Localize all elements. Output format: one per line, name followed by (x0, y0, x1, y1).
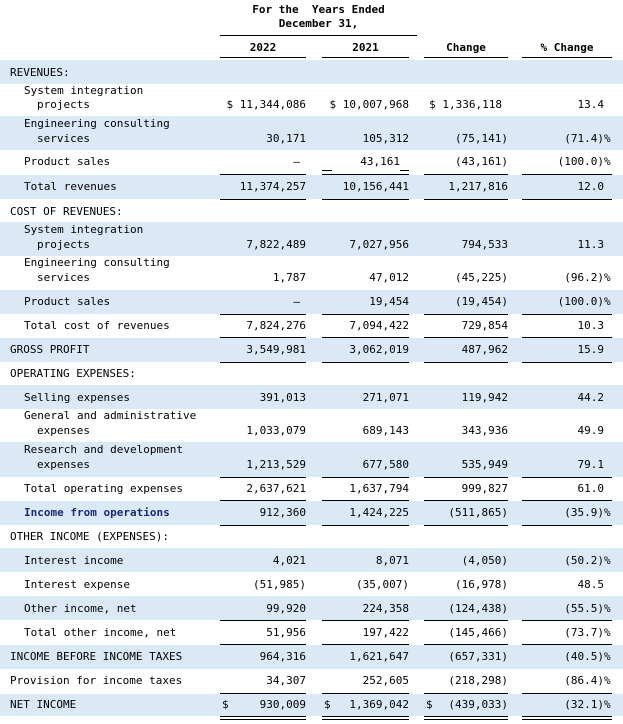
row-label: Engineering consulting (24, 117, 170, 130)
col-2021: 2021 (352, 41, 379, 54)
value-2021: 1,369,042 (349, 698, 409, 711)
value-pct: (73.7) (564, 626, 604, 639)
row-label: REVENUES: (10, 66, 70, 79)
value-2022: 51,956 (266, 626, 306, 639)
col-rule-2021 (322, 57, 409, 58)
row-label: Interest income (24, 554, 124, 567)
row-revenue-system-integration (0, 84, 623, 116)
col-rule-pct (522, 57, 612, 58)
value-change: (511,865) (448, 506, 508, 519)
value-pct: (50.2) (564, 554, 604, 567)
row-provision-taxes (0, 669, 623, 693)
row-label: Interest expense (24, 578, 130, 591)
pct-sign: % (604, 698, 611, 711)
value-2022: 4,021 (272, 554, 306, 567)
value-2022: 3,549,981 (246, 343, 306, 356)
row-total-revenues (0, 175, 623, 199)
value-2022: 930,009 (259, 698, 306, 711)
row-label: Engineering consulting (24, 256, 170, 269)
value-2021: 677,580 (362, 458, 409, 471)
col-rule-2022 (220, 57, 306, 58)
value-change: $ 1,336,118 (429, 98, 502, 111)
value-2022: (51,985) (253, 578, 306, 591)
row-label: NET INCOME (10, 698, 77, 711)
row-label: Provision for income taxes (10, 674, 183, 687)
period-header (220, 3, 417, 31)
value-2021: 689,143 (362, 424, 409, 437)
double-underline (424, 716, 508, 720)
value-change: (124,438) (448, 602, 508, 615)
value-2021: 1,621,647 (349, 650, 409, 663)
value-change: 119,942 (461, 391, 508, 404)
row-label-cont: expenses (37, 424, 90, 437)
row-cost-product-sales (0, 290, 623, 314)
row-label-cont: services (37, 271, 90, 284)
value-pct: 11.3 (577, 238, 604, 251)
value-pct: 48.5 (577, 578, 604, 591)
value-pct: (35.9) (564, 506, 604, 519)
value-2021: 105,312 (362, 132, 409, 145)
value-2021: 1,637,794 (349, 482, 409, 495)
value-2022: 34,307 (266, 674, 306, 687)
row-label: Product sales (24, 155, 111, 168)
value-2022: 912,360 (259, 506, 306, 519)
value-pct: 49.9 (577, 424, 604, 437)
value-2022: — (293, 155, 300, 168)
row-other-income-net (0, 596, 623, 620)
row-cost-system-integration (0, 222, 623, 256)
value-change: 487,962 (461, 343, 508, 356)
period-line-1: For the Years Ended (252, 3, 385, 16)
value-2022: 964,316 (259, 650, 306, 663)
value-change: (439,033) (448, 698, 508, 711)
row-general-admin (0, 409, 623, 442)
value-2021: 224,358 (362, 602, 409, 615)
col-rule-change (424, 57, 508, 58)
value-2021: 7,027,956 (349, 238, 409, 251)
value-2022: 30,171 (266, 132, 306, 145)
value-change: (657,331) (448, 650, 508, 663)
value-2021: 43,161 (360, 155, 400, 168)
value-pct: (71.4) (564, 132, 604, 145)
value-change: (4,050) (461, 554, 508, 567)
row-label-cont: expenses (37, 458, 90, 471)
value-pct: 15.9 (577, 343, 604, 356)
pct-sign: % (604, 602, 611, 615)
value-2021: 47,012 (369, 271, 409, 284)
section-operating-expenses (0, 363, 623, 385)
value-2021: $ 10,007,968 (329, 98, 409, 111)
value-change: 794,533 (461, 238, 508, 251)
row-total-operating-expenses (0, 478, 623, 500)
value-2021: 10,156,441 (342, 180, 409, 193)
row-label: OTHER INCOME (EXPENSES): (10, 530, 169, 543)
value-2022: 99,920 (266, 602, 306, 615)
value-change: 535,949 (461, 458, 508, 471)
value-change: 999,827 (461, 482, 508, 495)
underline (322, 170, 332, 171)
col-2022: 2022 (249, 41, 277, 54)
value-2022: — (293, 295, 300, 308)
double-underline (522, 716, 612, 720)
col-change: Change (446, 41, 486, 54)
pct-sign: % (604, 554, 611, 567)
pct-sign: % (604, 506, 611, 519)
value-change: (43,161) (455, 155, 508, 168)
row-label: General and administrative (24, 409, 197, 422)
row-label-cont: services (37, 132, 90, 145)
section-revenues (0, 60, 623, 84)
value-pct: (100.0) (557, 295, 604, 308)
section-cost-of-revenues (0, 200, 623, 222)
row-income-from-operations (0, 501, 623, 525)
row-label: GROSS PROFIT (10, 343, 90, 356)
pct-sign: % (604, 155, 611, 168)
value-2021: (35,007) (356, 578, 409, 591)
row-label: Product sales (24, 295, 111, 308)
value-change: (145,466) (448, 626, 508, 639)
value-2022: 7,822,489 (246, 238, 306, 251)
value-pct: (55.5) (564, 602, 604, 615)
value-pct: 44.2 (577, 391, 604, 404)
row-cost-engineering (0, 256, 623, 290)
row-label: System integration (24, 84, 144, 97)
underline (400, 170, 409, 171)
double-underline (220, 716, 306, 720)
value-2021: 252,605 (362, 674, 409, 687)
row-label: System integration (24, 223, 144, 236)
dollar-sign: $ (222, 698, 229, 711)
value-2021: 271,071 (362, 391, 409, 404)
row-label: Other income, net (24, 602, 137, 615)
value-2021: 197,422 (362, 626, 409, 639)
value-2021: 3,062,019 (349, 343, 409, 356)
value-2022: 1,787 (272, 271, 306, 284)
dollar-sign: $ (426, 698, 433, 711)
row-income-before-taxes (0, 645, 623, 669)
value-2021: 7,094,422 (349, 319, 409, 332)
value-change: (45,225) (455, 271, 508, 284)
pct-sign: % (604, 132, 611, 145)
value-2022: $ 11,344,086 (226, 98, 306, 111)
pct-sign: % (604, 674, 611, 687)
value-pct: (96.2) (564, 271, 604, 284)
period-rule (220, 35, 417, 36)
value-2022: 1,213,529 (246, 458, 306, 471)
row-label: OPERATING EXPENSES: (10, 367, 136, 380)
value-change: 1,217,816 (448, 180, 508, 193)
value-pct: 10.3 (577, 319, 604, 332)
pct-sign: % (604, 626, 611, 639)
row-label: COST OF REVENUES: (10, 205, 123, 218)
value-2022: 1,033,079 (246, 424, 306, 437)
value-2022: 11,374,257 (239, 180, 306, 193)
value-2022: 2,637,621 (246, 482, 306, 495)
value-2022: 7,824,276 (246, 319, 306, 332)
pct-sign: % (604, 271, 611, 284)
row-interest-income (0, 548, 623, 572)
row-label: Research and development (24, 443, 183, 456)
pct-sign: % (604, 295, 611, 308)
row-label: Selling expenses (24, 391, 130, 404)
section-other-income (0, 526, 623, 548)
row-revenue-engineering (0, 116, 623, 150)
value-change: 343,936 (461, 424, 508, 437)
value-pct: (32.1) (564, 698, 604, 711)
value-pct: (100.0) (557, 155, 604, 168)
row-label: Total revenues (24, 180, 117, 193)
row-label: Total operating expenses (24, 482, 183, 495)
value-change: (218,298) (448, 674, 508, 687)
row-label-cont: projects (37, 98, 90, 111)
row-label-cont: projects (37, 238, 90, 251)
value-pct: 79.1 (577, 458, 604, 471)
double-underline (322, 716, 409, 720)
value-2021: 8,071 (375, 554, 409, 567)
value-pct: (40.5) (564, 650, 604, 663)
row-total-cost (0, 315, 623, 337)
value-pct: 61.0 (577, 482, 604, 495)
value-change: (75,141) (455, 132, 508, 145)
value-change: (19,454) (455, 295, 508, 308)
value-change: (16,978) (455, 578, 508, 591)
value-change: 729,854 (461, 319, 508, 332)
row-label: INCOME BEFORE INCOME TAXES (10, 650, 183, 663)
row-interest-expense (0, 572, 623, 596)
row-research-development (0, 442, 623, 477)
row-selling-expenses (0, 385, 623, 409)
row-revenue-product-sales (0, 150, 623, 174)
value-pct: (86.4) (564, 674, 604, 687)
period-line-2: December 31, (278, 17, 359, 30)
value-pct: 12.0 (577, 180, 604, 193)
dollar-sign: $ (324, 698, 331, 711)
pct-sign: % (604, 650, 611, 663)
row-total-other-income (0, 621, 623, 644)
value-pct: 13.4 (577, 98, 604, 111)
row-label: Income from operations (24, 506, 170, 519)
value-2021: 19,454 (369, 295, 409, 308)
col-pct-change: % Change (540, 41, 594, 54)
row-net-income (0, 694, 623, 716)
row-label: Total cost of revenues (24, 319, 170, 332)
value-2021: 1,424,225 (349, 506, 409, 519)
value-2022: 391,013 (259, 391, 306, 404)
row-gross-profit (0, 338, 623, 362)
row-label: Total other income, net (24, 626, 177, 639)
